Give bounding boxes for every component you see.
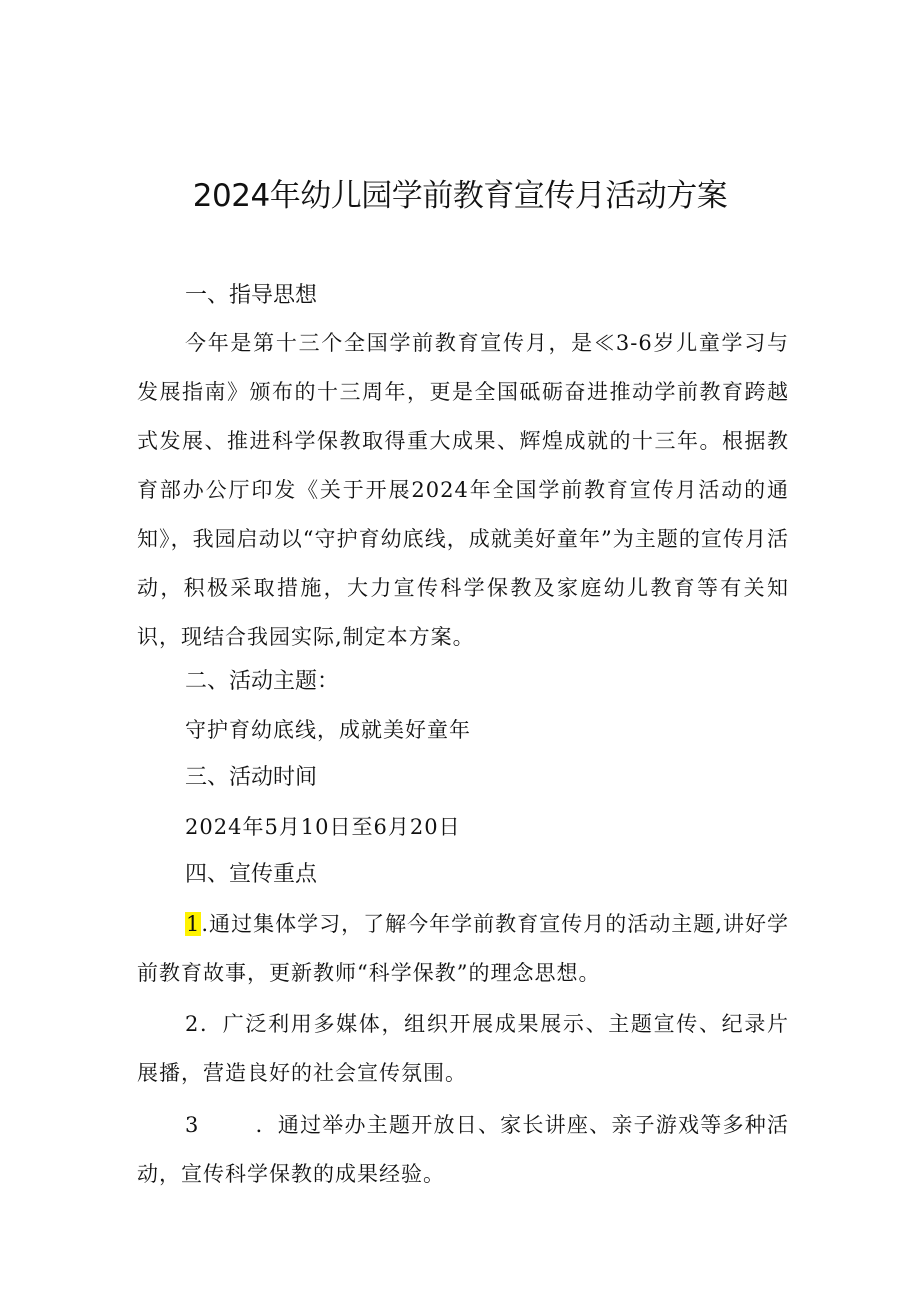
list-item [137, 1101, 789, 1199]
section-body-guiding-thought: 今年是第十三个全国学前教育宣传月，是≪3-6岁儿童学习与发展指南》颁布的十三周年，更是全国砥砺奋进推动学前教育跨越式发展、推进科学保教取得重大成果、辉煌成就的十三年。根据教育部办公厅印发《关于开展2024年全国学前教育宣传月活动的通知》，我园启动以“守护育幼底线，成就美好童年”为主题的宣传月活动，积极采取措施，大力宣传科学保教及家庭幼儿教育等有关知识，现结合我园实际,制定本方案。 [137, 331, 789, 649]
list-item-text: ．通过举办主题开放日、家长讲座、亲子游戏等多种活动，宣传科学保教的成果经验。 [137, 1113, 789, 1186]
list-item-text: .通过集体学习，了解今年学前教育宣传月的活动主题,讲好学前教育故事，更新教师“科学保教”的理念思想。 [137, 912, 789, 985]
section-heading-activity-time: 三、活动时间 [185, 765, 318, 790]
item-number: 2 [185, 1012, 200, 1036]
item-number-highlighted: 1 [186, 912, 201, 936]
section-heading-activity-theme: 二、活动主题： [185, 669, 340, 694]
section-body-activity-theme: 守护育幼底线，成就美好童年 [185, 718, 471, 742]
list-item-text: ．广泛利用多媒体，组织开展成果展示、主题宣传、纪录片展播，营造良好的社会宣传氛围。 [137, 1012, 789, 1085]
document-title: 2024年幼儿园学前教育宣传月活动方案 [192, 178, 728, 214]
list-item [137, 900, 789, 998]
item-number: 3 [185, 1113, 200, 1137]
section-heading-publicity-focus: 四、宣传重点 [185, 862, 318, 887]
section-heading-guiding-thought: 一、指导思想 [185, 283, 318, 308]
section-body-activity-time: 2024年5月10日至6月20日 [185, 815, 461, 839]
list-item [137, 1000, 789, 1098]
